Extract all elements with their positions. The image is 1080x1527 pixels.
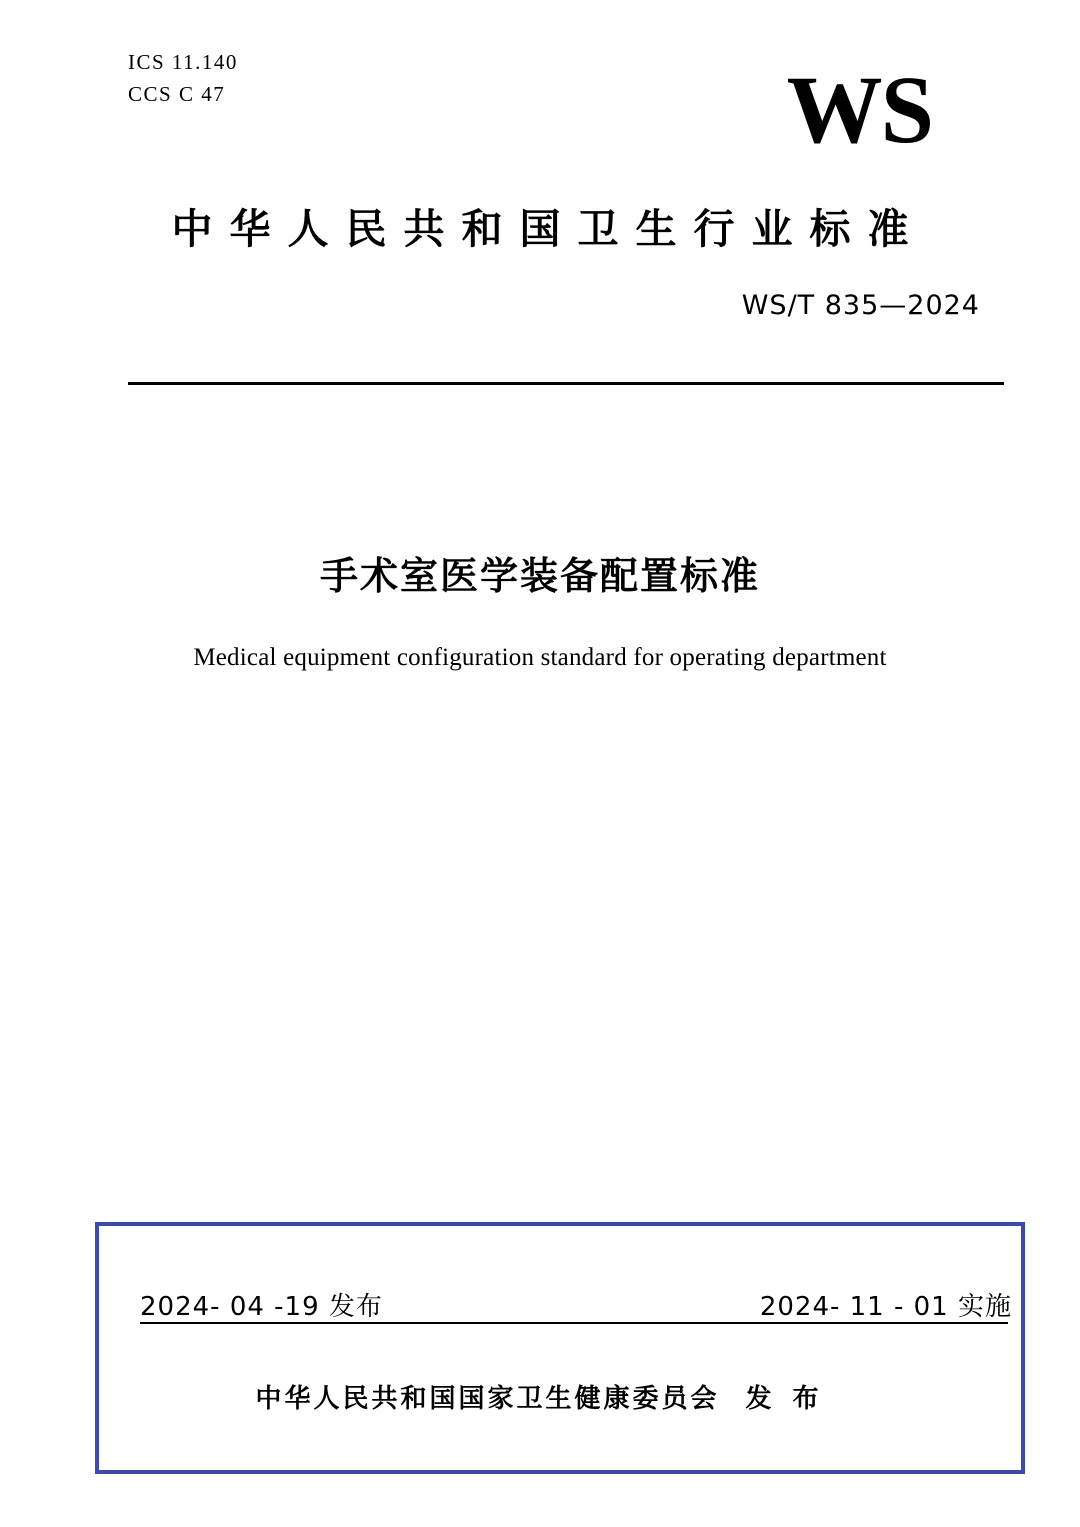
footer-frame <box>95 1222 1025 1474</box>
ccs-code: CCS C 47 <box>128 82 226 106</box>
document-title-english: Medical equipment configuration standard for operating department <box>193 644 887 671</box>
dates-underline <box>140 1322 1008 1324</box>
document-title-chinese: 手术室医学装备配置标准 <box>319 554 760 598</box>
ics-code: ICS 11.140 <box>128 50 238 74</box>
ws-logo: WS <box>786 56 932 163</box>
issuing-authority <box>0 1378 1080 1415</box>
publish-label: 发 布 <box>745 1384 825 1414</box>
issue-date: 2024- 04 -19 发布 <box>140 1292 383 1322</box>
publication-dates <box>140 1286 1012 1323</box>
standard-number: WS/T 835—2024 <box>741 290 980 321</box>
classification-codes <box>128 46 238 110</box>
issuer-name: 中华人民共和国国家卫生健康委员会 <box>255 1384 720 1414</box>
header-divider <box>128 382 1004 385</box>
implementation-date: 2024- 11 - 01 实施 <box>759 1292 1012 1322</box>
national-standard-header: 中华人民共和国卫生行业标准 <box>171 205 926 253</box>
